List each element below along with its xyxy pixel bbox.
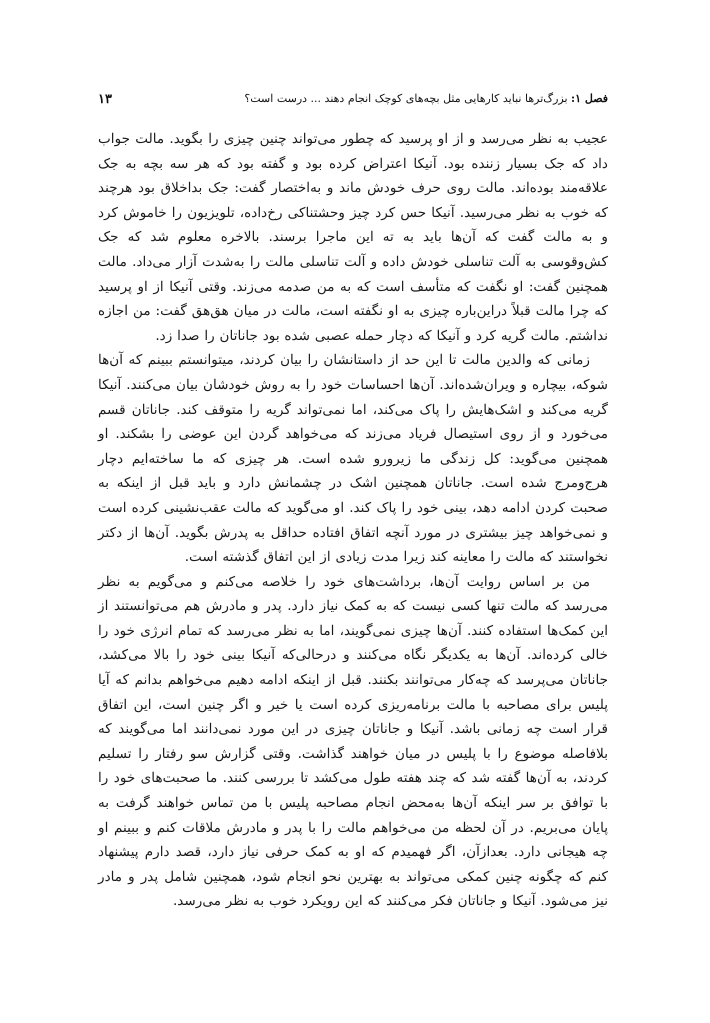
page-number: ۱۳ [98,91,112,107]
paragraph-3: من بر اساس روایت آن‌ها، برداشت‌های خود را خلاصه می‌کنم و می‌گویم به نظر می‌رسد که مالت تنها کسی نیست که به کمک نیاز دارد. پدر و مادرش هم می‌توانستند از این کمک‌ها استفاده کنند. آن‌ها چیزی نمی‌گویند، اما به نظر می‌رسد که تمام انرژی خود را خالی کرده‌اند. آن‌ها به یکدیگر نگاه می‌کنند و درحالی‌که آنیکا بینی خود را بالا می‌کشد، جاناتان می‌پرسد که چه‌کار می‌توانند بکنند. قبل از اینکه ادامه دهیم می‌خواهم بدانم که آیا پلیس برای مصاحبه با مالت برنامه‌ریزی کرده است یا خیر و اگر چنین است، این اتفاق قرار است چه زمانی باشد. آنیکا و جاناتان چیزی در این مورد نمی‌دانند اما می‌گویند که بلافاصله موضوع را با پلیس در میان خواهند گذاشت. وقتی گزارش سو رفتار را تسلیم کردند، به آن‌ها گفته شد که چند هفته طول می‌کشد تا بررسی کنند. ما صحبت‌های خود را با توافق بر سر اینکه آن‌ها به‌محض انجام مصاحبه پلیس با من تماس خواهند گرفت به پایان می‌بریم. در آن لحظه من می‌خواهم مالت را با پدر و مادرش ملاقات کنم و ببینم او چه هیجانی دارد. بعدازآن، اگر فهمیدم که او به کمک حرفی نیاز دارد، قصد دارم پیشنهاد کنم که چگونه چنین کمکی می‌تواند به بهترین نحو انجام شود، همچنین شامل پدر و مادر نیز می‌شود. آنیکا و جاناتان فکر می‌کنند که این رویکرد خوب به نظر می‌رسد. [98,573,608,910]
chapter-title [244,92,608,105]
paragraph-1: عجیب به نظر می‌رسد و از او پرسید که چطور می‌تواند چنین چیزی را بگوید. مالت جواب داد که جک بسیار زننده بود. آنیکا اعتراض کرده بود و گفته بود که هر سه بچه به جک علاقه‌مند بوده‌اند. مالت روی حرف خودش ماند و به‌اختصار گفت: جک بداخلاق بود هرچند که خوب به نظر می‌رسید. آنیکا حس کرد چیز وحشتناکی رخ‌داده، تلویزیون را خاموش کرد و به مالت گفت که آن‌ها باید به ته این ماجرا برسند. بالاخره معلوم شد که جک کش‌وقوسی به آلت تناسلی خودش داده و آلت تناسلی مالت را به‌شدت آزار می‌داد. مالت همچنین گفت: او نگفت که متأسف است که به من صدمه می‌زند. وقتی آنیکا از او پرسید که چرا مالت قبلاً دراین‌باره چیزی به او نگفته است، مالت در میان هق‌هق گفت: من اجازه نداشتم. مالت گریه کرد و آنیکا که دچار حمله عصبی شده بود جاناتان را صدا زد. [98,131,608,344]
chapter-title-text: بزرگ‌ترها نباید کارهایی مثل بچه‌های کوچک انجام دهند ... درست است؟ [244,92,572,106]
paragraph-2: زمانی که والدین مالت تا این حد از داستانشان را بیان کردند، میتوانستم ببینم که آن‌ها شوکه، بیچاره و ویران‌شده‌اند. آن‌ها احساسات خود را به روش خودشان بیان می‌کنند. آنیکا گریه می‌کند و اشک‌هایش را پاک می‌کند، اما نمی‌تواند گریه را متوقف کند. جاناتان قسم می‌خورد و از روی استیصال فریاد می‌زند که می‌خواهد گردن این عوضی را بشکند. او همچنین می‌گوید: کل زندگی ما زیرورو شده است. هر چیزی که ما ساخته‌ایم دچار هرج‌ومرج شده است. جاناتان همچنین اشک در چشمانش دارد و باید قبل از اینکه به صحبت کردن ادامه دهد، بینی خود را پاک کند. او می‌گوید که مالت عقب‌نشینی کرده است و نمی‌خواهد چیز بیشتری در مورد آنچه اتفاق افتاده حداقل به پدرش بگوید. آن‌ها از دکتر نخواستند که مالت را معاینه کند زیرا مدت زیادی از این اتفاق گذشته است. [98,352,608,566]
running-header [98,88,608,110]
chapter-label: فصل ۱: [571,92,608,106]
body-text [98,127,608,914]
